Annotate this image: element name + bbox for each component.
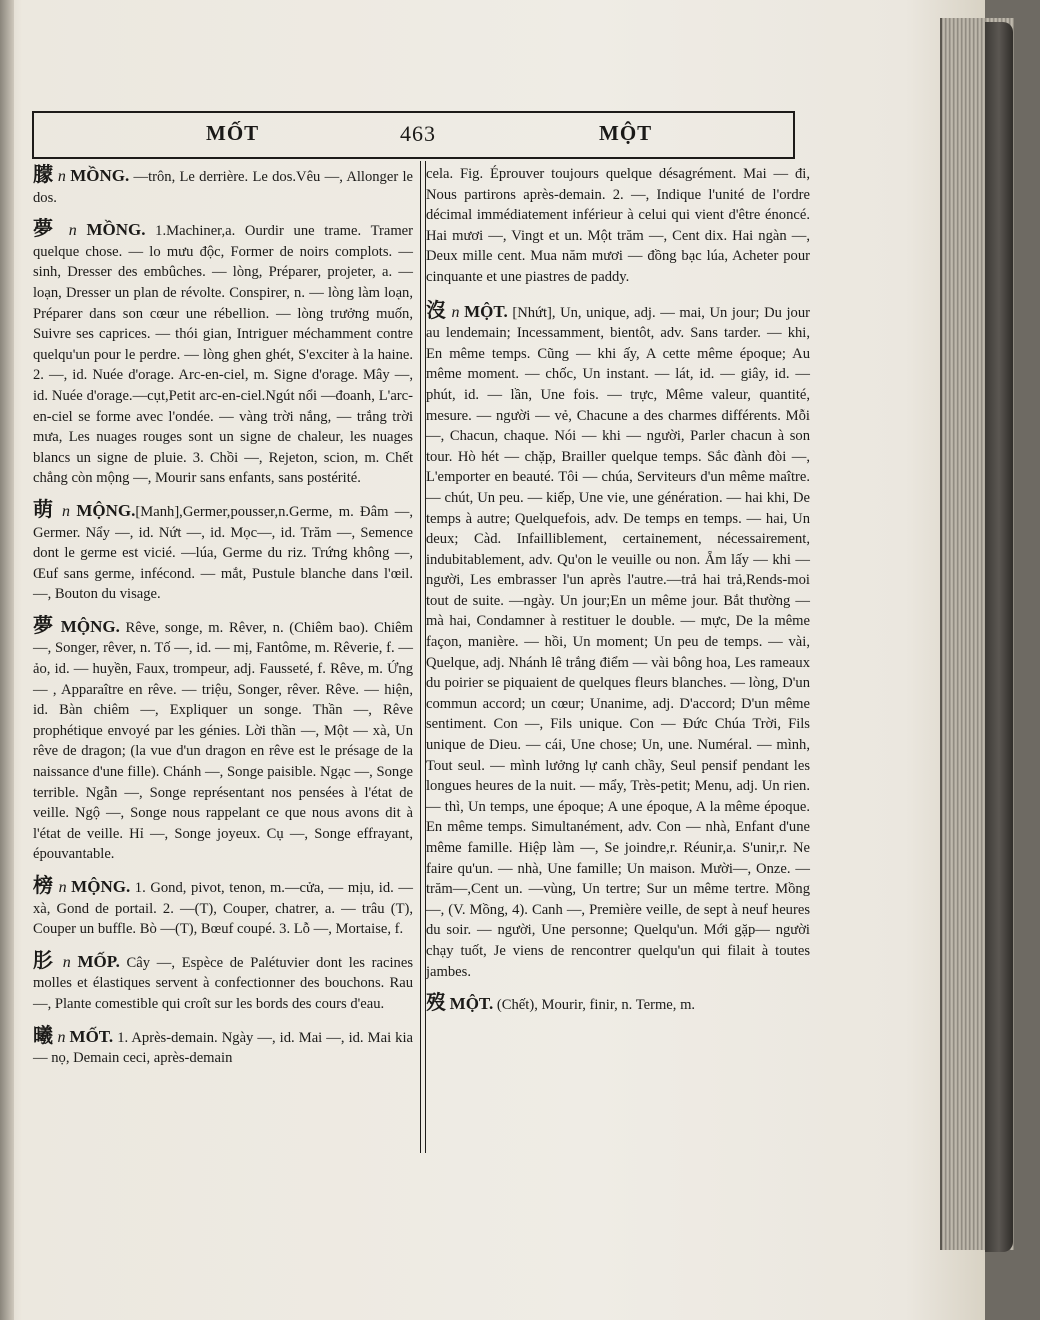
- entry-chinese-character: 曦: [33, 1022, 54, 1047]
- entry-definition: 1. Après-demain. Ngày —, id. Mai —, id. Mai kia — nọ, Demain ceci, après-demain: [33, 1029, 414, 1067]
- dictionary-entry: [33, 496, 414, 605]
- page-header-box: [32, 111, 795, 159]
- entry-definition: Cây —, Espèce de Palétuvier dont les racines molles et élastiques servent à confectionner des bouchons. Rau —, Plante comestible qui croît sur les bords des cours d'eau.: [33, 954, 414, 1012]
- entry-definition: 1.Machiner,a. Ourdir une trame. Tramer quelque chose. — lo mưu độc, Former de noirs complots. — sinh, Dresser des embûches. — lòng, Préparer, projeter, a. — loạn, Dresser un plan de révolte. Conspirer, n. — lòng làm loạn, Préparer dans son cœur une rébellion. — lòng trưởng muốn, Suivre ses caprices. — thói gian, Intriguer méchamment contre quelqu'un pour le perdre. — lòng ghen ghét, S'exciter à la haine. 2. —, id. Nuée d'orage. Arc-en-ciel, m. Signe d'orage. Mây —, id. Nuée d'orage.—cụt,Petit arc-en-ciel.Ngút nổi —đoanh, L'arc-en-ciel se forme avec l'ondée. — vàng trời nắng, — trắng trời mưa, Les nuages rouges sont un signe de chaleur, les nuages blancs un signe de pluie. 3. Chồi —, Rejeton, scion, m. Chết chẳng còn mộng —, Mourir sans enfants, sans postérité.: [33, 223, 414, 487]
- entry-headword: MỘT.: [464, 301, 508, 321]
- dictionary-entry: [426, 992, 810, 1016]
- entry-part-of-speech: n: [57, 168, 66, 185]
- entry-headword: MỒNG.: [70, 166, 130, 185]
- right-text-column: [426, 164, 810, 1026]
- dictionary-entry: [33, 612, 414, 865]
- entry-headword: MỒNG.: [86, 220, 146, 240]
- page-number: 463: [400, 121, 436, 146]
- right-running-headword: MỘT: [599, 121, 653, 145]
- entry-definition: 1. Gond, pivot, tenon, m.—cửa, — mịu, id. — xà, Gond de portail. 2. —(T), Couper, chatrer, a. — trâu (T), Couper un buffle. Bò —(T), Bœuf coupé. 3. Lỗ —, Mortaise, f.: [33, 880, 413, 938]
- dictionary-entry: [426, 297, 811, 983]
- entry-headword: MỘNG.: [60, 616, 120, 636]
- entry-part-of-speech: n: [62, 953, 71, 971]
- dictionary-entry: [33, 1022, 414, 1069]
- entry-part-of-speech: n: [451, 303, 460, 321]
- entry-headword: MỐP.: [77, 951, 120, 971]
- entry-headword: MỘNG.: [71, 877, 131, 896]
- entry-definition: [Manh],Germer,pousser,n.Germe, m. Đâm —, Germer. Nẩy —, id. Nứt —, id. Mọc—, id. Trăm —, Semence dont le germe est vicié. —lúa, Germe du riz. Trứng không —, Œuf sans germe, infécond. — mắt, Pustule blanche dans l'œil. —, Bouton du visage.: [33, 503, 414, 603]
- left-running-headword: MỐT: [206, 121, 260, 145]
- entry-chinese-character: 歿: [426, 990, 446, 1015]
- entry-definition: (Chết), Mourir, finir, n. Terme, m.: [493, 997, 696, 1014]
- binding-gutter-shadow: [0, 0, 14, 1320]
- entry-headword: MỘNG.: [76, 500, 136, 520]
- entry-chinese-character: 肜: [33, 947, 57, 972]
- entry-chinese-character: 夢: [33, 612, 56, 637]
- entry-definition: [Nhứt], Un, unique, adj. — mai, Un jour; Du jour au lendemain; Incessamment, bientôt, adv. Sans tarder. — khi, En même temps. Cũng — khi ấy, A cette même époque; Au même moment. — chốc, Un instant. — lát, id. — giây, id. — phút, id. — lần, Une fois. — trực, Même valeur, quantité, mesure. — người — vẻ, Chacune a des charmes différents. Mỗi—, Chacun, chaque. Nói — khi — người, Parler chacun à son tour. Hò hét — chặp, Brailler quelque temps. Sắc đành đòi —, L'emporter en beauté. Tôi — chúa, Serviteurs d'un même maître. — chút, Un peu. — kiếp, Une vie, une génération. — hai khi, De temps à autre; Quelquefois, adv. De temps en temps. — hai, Un deux; Càd. Infailliblement, certainement, nécessairement, indubitablement, adv. Qu'on le veuille ou non. Ẵm lấy — khi — người, Les embrasser l'un après l'autre.—trả hai trả,Rends-moi tout de suite. —ngày. Un jour;En un même jour. Bắt thường — mà hai, Condamner à restituer le double. — mực, De la même façon, manière. — hồi, Un moment; Un peu de temps. — vài, Quelque, adj. Nhánh lê trắng điểm — vài bông hoa, Les rameaux du poirier se piquaient de quelques fleurs blanches. — lòng, D'un commun accord; un cœur; Unanime, adj. D'accord; D'un même sentiment. Con —, Fils unique. Con — Đức Chúa Trời, Fils unique de Dieu. — cái, Une chose; Un, une. Numéral. — mình, Tout seul. — mình lưởng lự canh chầy, Seul pensif pendant les longues heures de la nuit. — mẩy, Très-petit; Menu, adj. Un rien. — thì, Un temps, une époque; A une époque, A la même époque. En même temps. Simultanément, adv. Con — nhà, Enfant d'une même famille. Hiệp làm —, Se joindre,r. Réunir,a. S'unir,r. Ne faire qu'un. — nhà, Une famille; Un maison. Mười—, Onze. — trăm—,Cent un. —vùng, Un tertre; Sur un même tertre. Mồng —, (V. Mồng, 4). Canh —, Première veille, de sept à neuf heures du soir. — người, Une personne; Quelqu'un. Mới gặp— người chạy tuốt, Je viens de rencontrer quelqu'un qui filait à toutes jambes.: [426, 304, 811, 980]
- entry-chinese-character: 夢: [33, 216, 60, 241]
- entry-chinese-character: 榜: [33, 873, 54, 897]
- entry-headword: MỘT.: [449, 994, 494, 1014]
- book-cover-edge: [985, 22, 1013, 1252]
- dictionary-entry: [426, 164, 810, 288]
- entry-chinese-character: 沒: [426, 297, 447, 322]
- entry-part-of-speech: n: [58, 879, 67, 896]
- dictionary-entry: [33, 164, 413, 208]
- dictionary-entry: [33, 947, 414, 1015]
- entry-part-of-speech: n: [62, 502, 71, 520]
- dictionary-entry: [33, 218, 413, 489]
- entry-part-of-speech: n: [68, 222, 77, 240]
- dictionary-entry: [33, 875, 413, 940]
- entry-definition: Rêve, songe, m. Rêver, n. (Chiêm bao). Chiêm —, Songer, rêver, n. Tố —, id. — mị, Fantôme, m. Rêverie, f. — ảo, id. — huyền, Faux, trompeur, adj. Fausseté, f. Rêve, m. Ứng — , Apparaître en rêve. — triệu, Songer, rêver. Rêve. — hiện, id. Bàn chiêm —, Expliquer un songe. Thần —, Rêve prophétique envoyé par les génies. Lời thần —, Một — xà, Un rêve de dragon; (la vue d'un dragon en rêve est le présage de la naissance d'une fille). Chánh —, Songe paisible. Ngạc —, Songe terrible. Ngẫn —, Songe représentant nos pensées à l'état de veille. Ngộ —, Songe nous rappelant ce que nous avons dit à l'état de veille. Hỉ —, Songe joyeux. Cụ —, Songe effrayant, épouvantable.: [33, 619, 414, 863]
- left-text-column: [33, 164, 413, 1079]
- entry-definition: —trôn, Le derrière. Le dos.Vêu —, Allonger le dos.: [33, 169, 413, 206]
- entry-definition: cela. Fig. Éprouver toujours quelque désagrément. Mai — đi, Nous partirons après-demain. 2. —, Indique l'unité de l'ordre décimal immédiatement inférieur à celui qui vient d'être énoncé. Hai mươi —, Vingt et un. Một trăm —, Cent dix. Hai ngàn —, Deux mille cent. Mua năm mươi — đồng bạc lúa, Acheter pour cinquante et une piastres de paddy.: [426, 166, 810, 285]
- entry-headword: MỐT.: [69, 1026, 114, 1046]
- entry-part-of-speech: n: [57, 1028, 66, 1046]
- entry-chinese-character: 朦: [33, 162, 54, 186]
- entry-chinese-character: 萌: [33, 496, 56, 521]
